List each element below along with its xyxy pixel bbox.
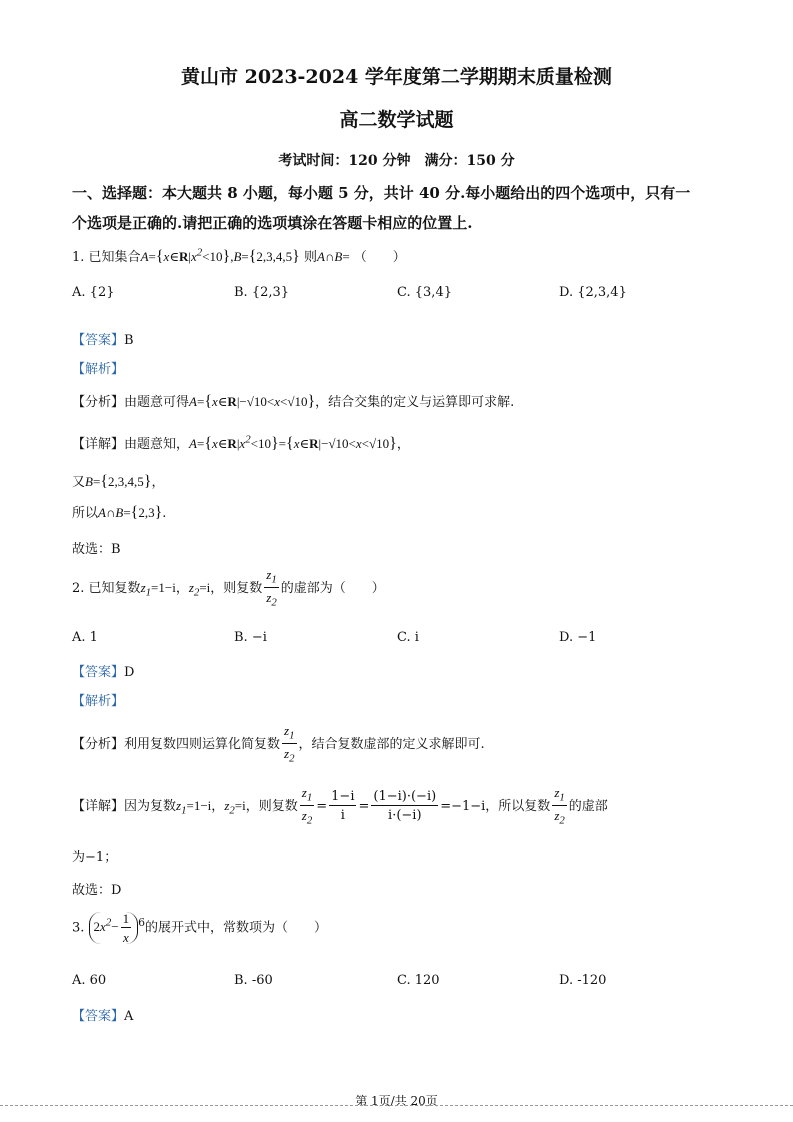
- answer-line: 【答案】D: [72, 665, 135, 680]
- analysis-detail: 【详解】由题意知，$A=\{x\in R|x^2<10\}=\{x\in R|-√10<x<√10\}$，: [72, 433, 410, 452]
- fraction: $\frac{z_1}{z_2}$: [301, 785, 313, 828]
- page-title: 黄山市 2023-2024 学年度第二学期期末质量检测: [181, 66, 612, 88]
- question-1-stem: 1. 已知集合$A=\{x\in R|x^2<10\},B=\{2,3,4,5\}$ 则A∩B= （ ）: [72, 246, 406, 265]
- option-c: C. {3,4}: [397, 285, 452, 300]
- choose-line: 故选：B: [72, 542, 121, 557]
- page-subtitle: 高二数学试题: [339, 109, 454, 131]
- formula: B={2,3,4,5}: [85, 473, 152, 490]
- option-c: C. 120: [397, 973, 440, 988]
- formula: $z_2=i$: [224, 797, 246, 817]
- exam-meta: 考试时间：120 分钟 满分：150 分: [278, 153, 515, 169]
- fraction: $\frac{z_1}{z_2}$: [266, 567, 277, 610]
- formula: $A=\{x\in R|x^2<10\}=\{x\in R|-√10<x<√10\}$: [189, 433, 397, 452]
- option-a: A. {2}: [72, 285, 115, 300]
- question-number: 3.: [72, 920, 85, 936]
- fraction: $\frac{(1-i)\cdot(-i)}{i\cdot(-i)}$: [373, 789, 437, 824]
- fraction: $\frac{1-i}{i}$: [331, 789, 355, 824]
- fraction: $\frac{1}{x}$: [122, 911, 130, 945]
- answer-line: 【答案】A: [72, 1009, 134, 1024]
- formula: $z_1=1-i$: [140, 579, 176, 599]
- analysis-line: 为−1；: [72, 850, 118, 865]
- option-b: B. {2,3}: [234, 285, 290, 300]
- option-d: D. -120: [559, 973, 607, 988]
- formula: $2x^2-$ $\frac{1}{x}$: [89, 912, 139, 944]
- option-b: B. −i: [234, 630, 267, 645]
- analysis-line: 所以A∩B={2,3}.: [72, 504, 167, 521]
- formula: $z_1=1-i$: [176, 797, 212, 817]
- fraction: $\frac{z_1}{z_2}$: [554, 785, 565, 828]
- formula: A∩B=: [317, 249, 350, 264]
- analysis-detail: 【详解】因为复数$z_1=1-i$，$z_2=i$，则复数 $\frac{z_1}{z_2}$ = $\frac{1-i}{i}$ = $\frac{(1-i)\cdot(-i)}{i\cdot(-i)}$ =−1−i，所以复数 $\frac{z_1}{z_2}$ 的虚部: [72, 785, 608, 828]
- option-a: A. 1: [72, 630, 98, 645]
- option-d: D. −1: [559, 630, 597, 645]
- formula: A∩B={2,3}: [98, 504, 163, 521]
- page-number: 第 1页/共 20页: [355, 1094, 438, 1108]
- option-d: D. {2,3,4}: [559, 285, 627, 300]
- analysis-line: 又B={2,3,4,5}，: [72, 473, 165, 490]
- analysis-fenxi: 【分析】由题意可得A={x∈R|−√10<x<√10}，结合交集的定义与运算即可求解.: [72, 393, 515, 410]
- option-b: B. -60: [234, 973, 273, 988]
- section-heading-line2: 个选项是正确的.请把正确的选项填涂在答题卡相应的位置上.: [72, 214, 473, 232]
- formula: $z_2=i$: [188, 579, 211, 599]
- question-number: 1.: [72, 250, 85, 265]
- choose-line: 故选：D: [72, 883, 122, 898]
- fraction: $\frac{z_1}{z_2}$: [284, 723, 295, 766]
- option-c: C. i: [397, 630, 419, 645]
- formula: A={x∈R|−√10<x<√10}: [189, 393, 316, 410]
- answer-line: 【答案】B: [72, 333, 134, 348]
- analysis-label: 【解析】: [72, 362, 125, 377]
- analysis-label: 【解析】: [72, 694, 125, 709]
- formula: $A=\{x\in R|x^2<10\},B=\{2,3,4,5\}$: [140, 246, 300, 265]
- question-3-stem: 3. $2x^2-$ $\frac{1}{x}$ $^6$的展开式中，常数项为（ ）: [72, 911, 327, 945]
- option-a: A. 60: [72, 973, 107, 988]
- footer-divider: [0, 1105, 793, 1106]
- question-number: 2.: [72, 580, 85, 596]
- section-heading-line1: 一、选择题：本大题共 8 小题，每小题 5 分，共计 40 分.每小题给出的四个选项中，只有一: [72, 184, 691, 202]
- question-2-stem: 2. 已知复数$z_1=1-i$，$z_2=i$，则复数 $\frac{z_1}{z_2}$ 的虚部为（ ）: [72, 567, 385, 610]
- analysis-fenxi: 【分析】利用复数四则运算化简复数 $\frac{z_1}{z_2}$ ，结合复数虚部的定义求解即可.: [72, 723, 485, 766]
